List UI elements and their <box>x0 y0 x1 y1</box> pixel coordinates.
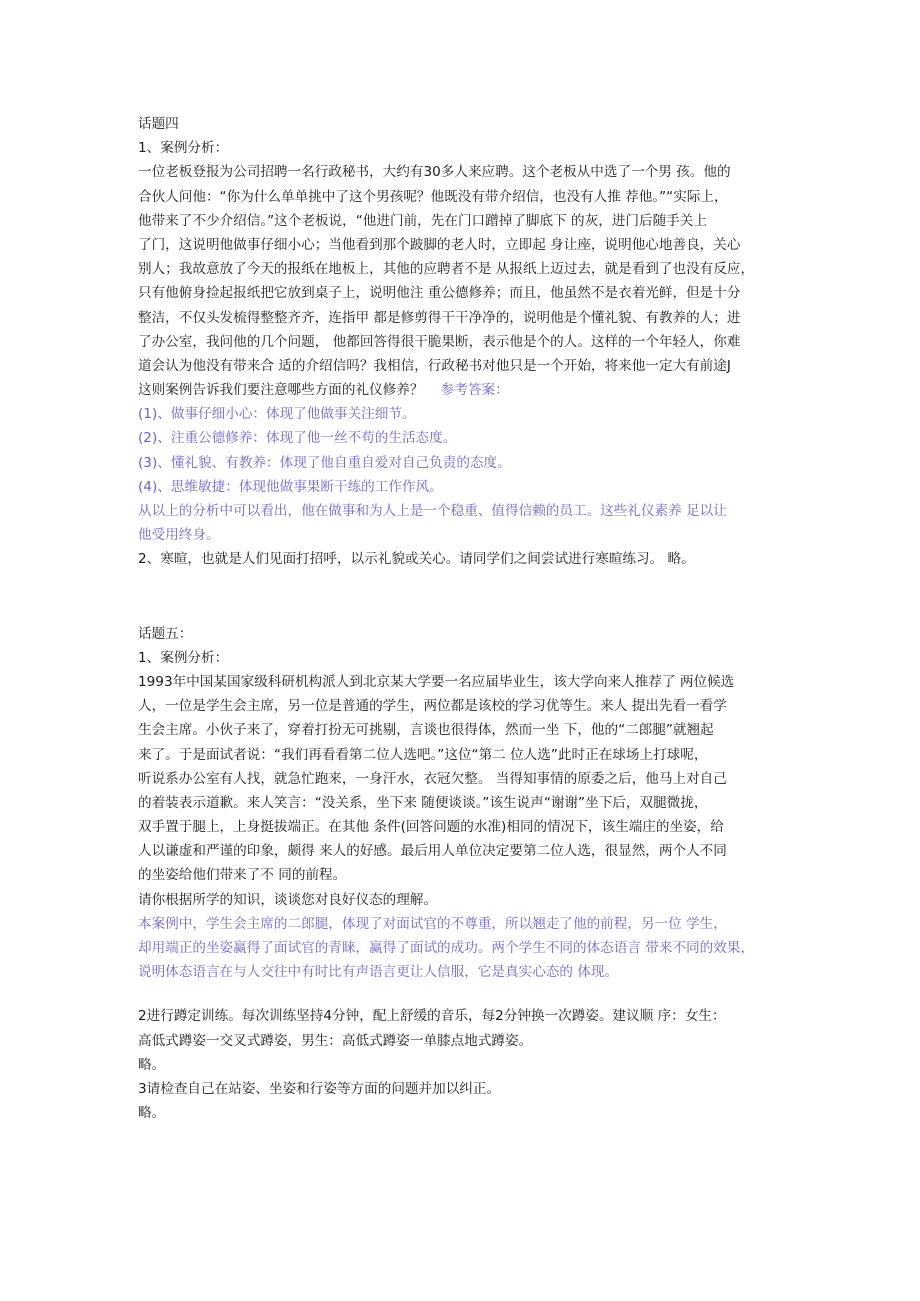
topic5-answer-line: 说明体态语言在与人交往中有时比有声语言更让人信服，它是真实心态的 体现。 <box>138 964 619 981</box>
topic5-item3-line: 3请检查自己在站姿、坐姿和行姿等方面的问题并加以纠正。 <box>138 1080 501 1097</box>
topic5-item3-line: 略。 <box>138 1105 166 1122</box>
topic5-item2-line: 2进行蹲定训练。每次训练坚持4分钟，配上舒缓的音乐，每2分钟换一次蹲姿。建议顺 序：女生： <box>138 1008 726 1025</box>
topic4-reference-label: 参考答案： <box>440 382 509 399</box>
topic4-conclusion-line: 从以上的分析中可以看出，他在做事和为人上是一个稳重、值得信赖的员工。这些礼仪素养 足以让 <box>138 503 727 519</box>
topic4-case-heading: 1、案例分析： <box>138 140 229 157</box>
topic5-paragraph-line: 的坐姿给他们带来了不 同的前程。 <box>138 867 347 884</box>
topic4-answer-4: (4)、思维敏捷：体现他做事果断干练的工作作风。 <box>138 478 443 495</box>
topic5-paragraph-line: 双手置于腿上，上身挺拔端正。在其他 条件(回答问题的水准)相同的情况下，该生端庄的坐姿，给 <box>138 819 724 836</box>
topic4-paragraph-line: 一位老板登报为公司招聘一名行政秘书，大约有30多人来应聘。这个老板从中选了一个男 孩。他的 <box>138 164 731 181</box>
topic4-paragraph-line: 道会认为他没有带来合 适的介绍信吗？我相信，行政秘书对他只是一个开始，将来他一定大有前途J <box>138 357 731 374</box>
topic5-paragraph-line: 人，一位是学生会主席，另一位是普通的学生，两位都是该校的学习优等生。来人 提出先看一看学 <box>138 698 727 715</box>
topic4-title: 话题四 <box>138 116 179 132</box>
topic5-case-heading: 1、案例分析： <box>138 649 229 666</box>
topic4-question-line <box>138 378 788 402</box>
topic4-answer-2: (2)、注重公德修养：体现了他一丝不苟的生活态度。 <box>138 430 457 447</box>
document-page <box>138 112 788 1125</box>
topic5-paragraph-line: 1993年中国某国家级科研机构派人到北京某大学要一名应届毕业生，该大学向来人推荐了 两位候选 <box>138 673 735 690</box>
topic5-answer-line: 却用端正的坐姿赢得了面试官的青睐，赢得了面试的成功。两个学生不同的体态语言 带来不同的效果， <box>138 940 755 956</box>
topic5-item2-line: 高低式蹲姿一交叉式蹲姿，男生：高低式蹲姿一单膝点地式蹲姿。 <box>138 1032 533 1049</box>
topic4-paragraph-line: 他带来了不少介绍信。”这个老板说，“他进门前，先在门口蹭掉了脚底下 的灰，进门后随手关上 <box>138 212 707 229</box>
topic5-paragraph-line: 人以谦虚和严谨的印象，颇得 来人的好感。最后用人单位决定要第二位人选，很显然，两个人不同 <box>138 843 727 860</box>
topic4-paragraph-line: 只有他俯身捡起报纸把它放到桌子上，说明他注 重公德修养；而且，他虽然不是衣着光鲜，但是十分 <box>138 285 741 302</box>
topic4-conclusion-line: 他受用终身。 <box>138 527 220 544</box>
topic4-paragraph-line: 了办公室，我问他的几个问题， 他都回答得很干脆果断，表示他是个的人。这样的一个年轻人，你难 <box>138 333 741 350</box>
topic4-answer-1: (1)、做事仔细小心：体现了他做事关注细节。 <box>138 406 416 423</box>
topic4-answer-3: (3)、懂礼貌、有教养：体现了他自重自爱对自己负责的态度。 <box>138 454 511 471</box>
topic4-paragraph-line: 别人；我故意放了今天的报纸在地板上，其他的应聘者不是 从报纸上迈过去，就是看到了也没有反应， <box>138 261 755 278</box>
topic5-answer-line: 本案例中，学生会主席的二郎腿，体现了对面试官的不尊重，所以翘走了他的前程，另一位 学生， <box>138 915 727 932</box>
topic4-paragraph-line: 了门，这说明他做事仔细小心；当他看到那个跛脚的老人时，立即起 身让座，说明他心地善良，关心 <box>138 236 741 253</box>
topic5-paragraph-line: 生会主席。小伙子来了，穿着打扮无可挑剔，言谈也很得体，然而一坐 下，他的“二郎腿”就翘起 <box>138 722 714 739</box>
topic5-paragraph-line: 听说系办公室有人找，就急忙跑来，一身汗水，衣冠欠整。 当得知事情的原委之后，他马上对自己 <box>138 770 727 787</box>
topic4-item2: 2、寒暄，也就是人们见面打招呼，以示礼貌或关心。请同学们之间尝试进行寒暄练习。 略。 <box>138 551 695 568</box>
topic5-item2-line: 略。 <box>138 1056 166 1073</box>
topic4-paragraph-line: 合伙人问他：“你为什么单单挑中了这个男孩呢？他既没有带介绍信，也没有人推 荐他。”“实际上， <box>138 188 728 205</box>
topic5-paragraph-line: 来了。于是面试者说：“我们再看看第二位人选吧。”这位“第二 位人选”此时正在球场上打球呢， <box>138 746 708 763</box>
topic5-title: 话题五： <box>138 625 193 642</box>
topic4-question: 这则案例告诉我们要注意哪些方面的礼仪修养？ <box>138 382 424 399</box>
topic5-question: 请你根据所学的知识，谈谈您对良好仪态的理解。 <box>138 891 438 908</box>
topic4-paragraph-line: 整洁，不仅头发梳得整整齐齐，连指甲 都是修剪得干干净净的，说明他是个懂礼貌、有教养的人；进 <box>138 309 741 326</box>
topic5-paragraph-line: 的着装表示道歉。来人笑言：“没关系，坐下来 随便谈谈。”该生说声“谢谢”坐下后，双腿微拢， <box>138 794 708 811</box>
